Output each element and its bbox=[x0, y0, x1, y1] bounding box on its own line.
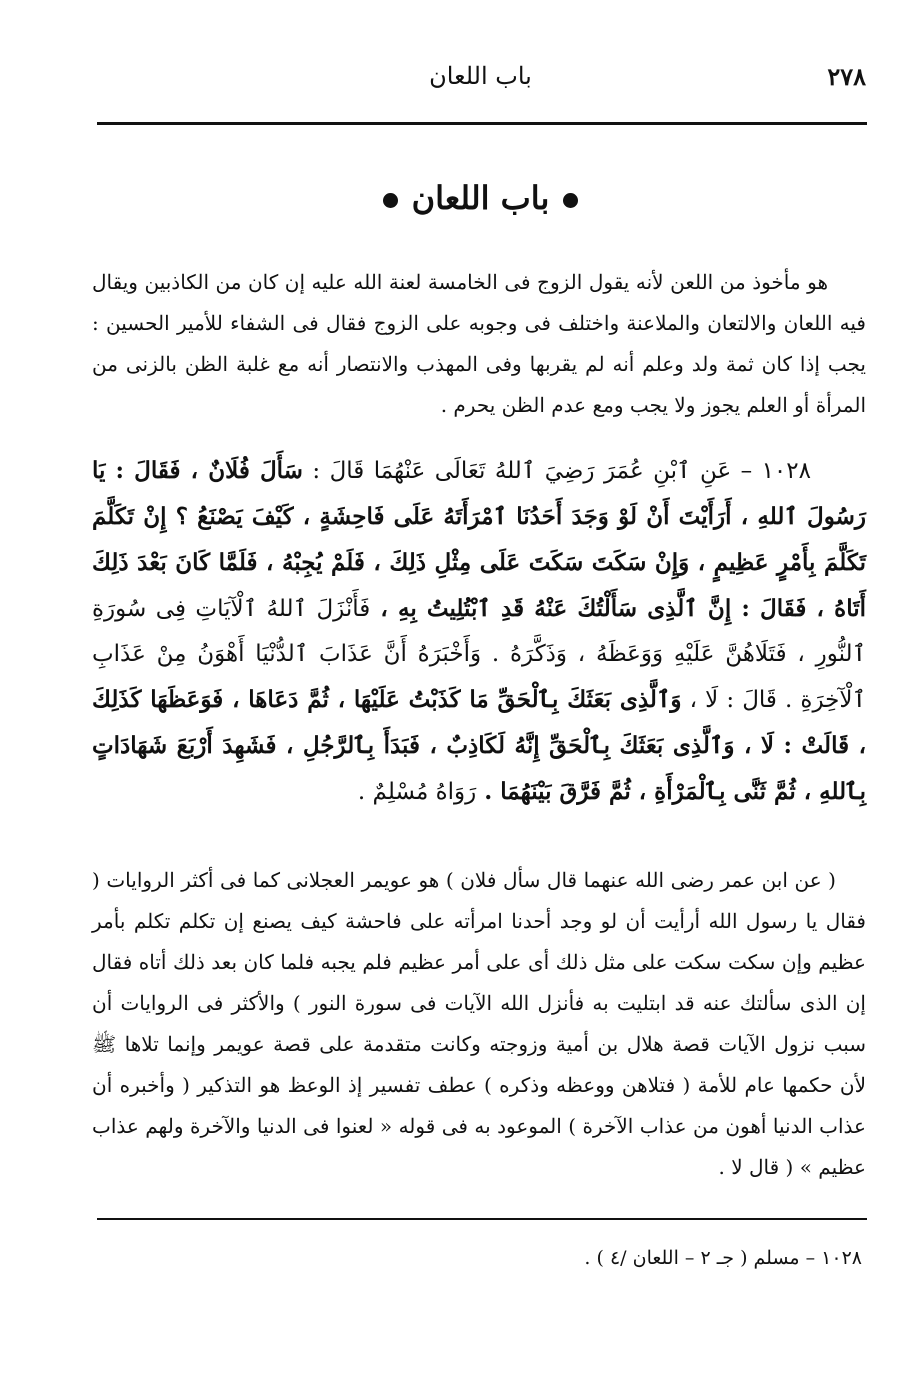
hadith-segment: عَنِ ٱبْنِ عُمَرَ رَضِيَ ٱللهُ تَعَالَى عَنْهُمَا قَالَ : bbox=[302, 458, 741, 484]
footnote: ١٠٢٨ – مسلم ( جـ ٢ – اللعان /٤ ) . bbox=[584, 1247, 862, 1269]
hadith-number: ١٠٢٨ – bbox=[740, 458, 811, 484]
running-title: باب اللعان bbox=[429, 62, 532, 90]
hadith-segment: فَأَنْزَلَ ٱللهُ ٱلْآيَاتِ فِى سُورَةِ ٱلنُّورِ ، فَتَلَاهُنَّ عَلَيْهِ وَوَعَظَهُ ، وَذَكَّرَهُ . وَأَخْبَرَهُ أَنَّ عَذَابَ ٱلدُّنْيَا أَهْوَنُ مِنْ عَذَابِ ٱلْآخِرَةِ . قَالَ : لَا ، bbox=[92, 596, 866, 713]
hadith-segment: رَوَاهُ مُسْلِمٌ . bbox=[357, 779, 477, 805]
intro-paragraph: هو مأخوذ من اللعن لأنه يقول الزوج فى الخامسة لعنة الله عليه إن كان من الكاذبين ويقال فيه اللعان والالتعان والملاعنة واختلف فى وجوبه على الزوج فقال فى الشفاء للأمير الحسين : يجب إذا كان ثمة ولد وعلم أنه لم يقربها وفى المهذب والانتصار أنه مع غلبة الظن بالزنى من المرأة أو العلم يجوز ولا يجب ومع عدم الظن يحرم . bbox=[92, 270, 866, 417]
chapter-title-text: باب اللعان bbox=[411, 179, 550, 217]
running-header bbox=[95, 62, 866, 102]
hadith-segment: سَأَلَ فُلَانٌ ، فَقَالَ : يَا رَسُولَ ٱللهِ ، أَرَأَيْتَ أَنْ لَوْ وَجَدَ أَحَدُنَا ٱمْرَأَتَهُ عَلَى فَاحِشَةٍ ، كَيْفَ يَصْنَعُ ؟ إِنْ تَكَلَّمَ تَكَلَّمَ بِأَمْرٍ عَظِيمٍ ، وَإِنْ سَكَتَ سَكَتَ عَلَى مِثْلِ ذَلِكَ ، فَلَمْ يُجِبْهُ ، فَلَمَّا كَانَ بَعْدَ ذَلِكَ أَتَاهُ ، فَقَالَ : إِنَّ ٱلَّذِى سَأَلْتُكَ عَنْهُ قَدِ ٱبْتُلِيتُ بِهِ ، bbox=[92, 457, 866, 622]
bullet-icon bbox=[563, 193, 578, 208]
header-rule bbox=[97, 122, 867, 125]
footnote-rule bbox=[97, 1218, 867, 1220]
bullet-icon bbox=[383, 193, 398, 208]
commentary-paragraph: ( عن ابن عمر رضى الله عنهما قال سأل فلان ) هو عويمر العجلانى كما فى أكثر الروايات ( فقال يا رسول الله أرأيت أن لو وجد أحدنا امرأته على فاحشة كيف يصنع إن تكلم تكلم بأمر عظيم وإن سكت سكت على مثل ذلك أى على أمر عظيم فلم يجبه فلما كان بعد ذلك أتاه فقال إن الذى سألتك عنه قد ابتليت به فأنزل الله الآيات فى سورة النور ) والأكثر فى الروايات أن سبب نزول الآيات قصة هلال بن أمية وزوجته وكانت متقدمة على قصة عويمر وإنما تلاها ﷺ لأن حكمها عام للأمة ( فتلاهن ووعظه وذكره ) عطف تفسير إذ الوعظ هو التذكير ( وأخبره أن عذاب الدنيا أهون من عذاب الآخرة ) الموعود به فى قوله « لعنوا فى الدنيا والآخرة ولهم عذاب عظيم » ( قال لا . bbox=[92, 868, 866, 1179]
chapter-title bbox=[95, 175, 866, 221]
hadith-segment: وَٱلَّذِى بَعَثَكَ بِٱلْحَقِّ مَا كَذَبْتُ عَلَيْهَا ، ثُمَّ دَعَاهَا ، فَوَعَظَهَا كَذَلِكَ ، قَالَتْ : لَا ، وَٱلَّذِى بَعَثَكَ بِٱلْحَقِّ إِنَّهُ لَكَاذِبٌ ، فَبَدَأَ بِٱلرَّجُلِ ، فَشَهِدَ أَرْبَعَ شَهَادَاتٍ بِٱللهِ ، ثُمَّ ثَنَّى بِٱلْمَرْأَةِ ، ثُمَّ فَرَّقَ بَيْنَهُمَا . bbox=[92, 686, 866, 805]
hadith-paragraph bbox=[92, 448, 866, 815]
page-number: ٢٧٨ bbox=[827, 62, 866, 91]
